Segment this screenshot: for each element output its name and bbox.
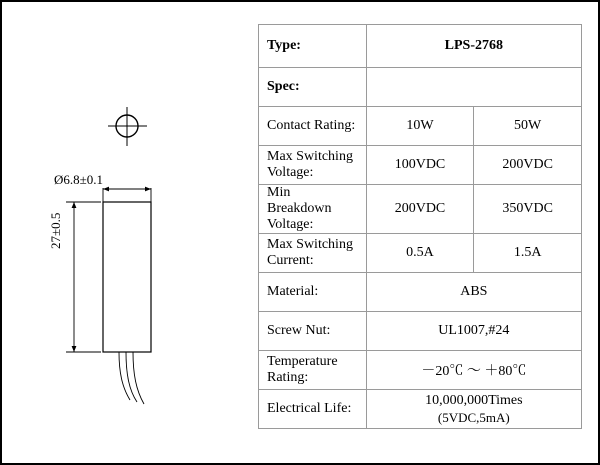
row-value-temperature-rating: －20℃ ～ ＋80℃ bbox=[366, 351, 581, 390]
specification-table bbox=[258, 24, 582, 429]
row-label-electrical-life: Electrical Life: bbox=[259, 390, 367, 429]
lead-wires bbox=[119, 352, 144, 404]
row-value-spec bbox=[366, 68, 581, 107]
row-label-material: Material: bbox=[259, 273, 367, 312]
length-dimension-label: 27±0.5 bbox=[48, 212, 63, 249]
table-row bbox=[259, 312, 582, 351]
table-row bbox=[259, 25, 582, 68]
table-row bbox=[259, 390, 582, 429]
diameter-dimension-label: Ø6.8±0.1 bbox=[54, 172, 104, 187]
row-value-type: LPS-2768 bbox=[366, 25, 581, 68]
length-dimension bbox=[66, 202, 101, 352]
row-value-max-switching-voltage-1: 100VDC bbox=[366, 146, 474, 185]
row-value-min-breakdown-voltage-2: 350VDC bbox=[474, 185, 582, 234]
mechanical-drawing bbox=[2, 2, 252, 463]
row-value-contact-rating-1: 10W bbox=[366, 107, 474, 146]
diameter-dimension bbox=[103, 187, 151, 202]
table-row bbox=[259, 351, 582, 390]
table-row bbox=[259, 185, 582, 234]
row-label-spec: Spec: bbox=[259, 68, 367, 107]
row-value-material: ABS bbox=[366, 273, 581, 312]
row-label-max-switching-voltage: Max Switching Voltage: bbox=[259, 146, 367, 185]
row-label-temperature-rating: Temperature Rating: bbox=[259, 351, 367, 390]
electrical-life-sub: (5VDC,5mA) bbox=[437, 409, 510, 425]
electrical-life-main: 10,000,000Times bbox=[425, 393, 523, 409]
row-value-max-switching-current-1: 0.5A bbox=[366, 234, 474, 273]
table-row bbox=[259, 234, 582, 273]
row-value-max-switching-voltage-2: 200VDC bbox=[474, 146, 582, 185]
row-label-contact-rating: Contact Rating: bbox=[259, 107, 367, 146]
table-row bbox=[259, 107, 582, 146]
row-label-screw-nut: Screw Nut: bbox=[259, 312, 367, 351]
row-label-max-switching-current: Max Switching Current: bbox=[259, 234, 367, 273]
table-row bbox=[259, 146, 582, 185]
table-row bbox=[259, 68, 582, 107]
drawing-canvas bbox=[2, 2, 252, 463]
row-label-type: Type: bbox=[259, 25, 367, 68]
row-value-min-breakdown-voltage-1: 200VDC bbox=[366, 185, 474, 234]
row-value-contact-rating-2: 50W bbox=[474, 107, 582, 146]
row-label-min-breakdown-voltage: Min Breakdown Voltage: bbox=[259, 185, 367, 234]
table-row bbox=[259, 273, 582, 312]
cylindrical-body-outline bbox=[103, 202, 151, 352]
row-value-electrical-life bbox=[366, 390, 581, 429]
row-value-max-switching-current-2: 1.5A bbox=[474, 234, 582, 273]
spec-table-body bbox=[259, 25, 582, 429]
cross-hair-top-view bbox=[108, 107, 147, 146]
row-value-screw-nut: UL1007,#24 bbox=[366, 312, 581, 351]
